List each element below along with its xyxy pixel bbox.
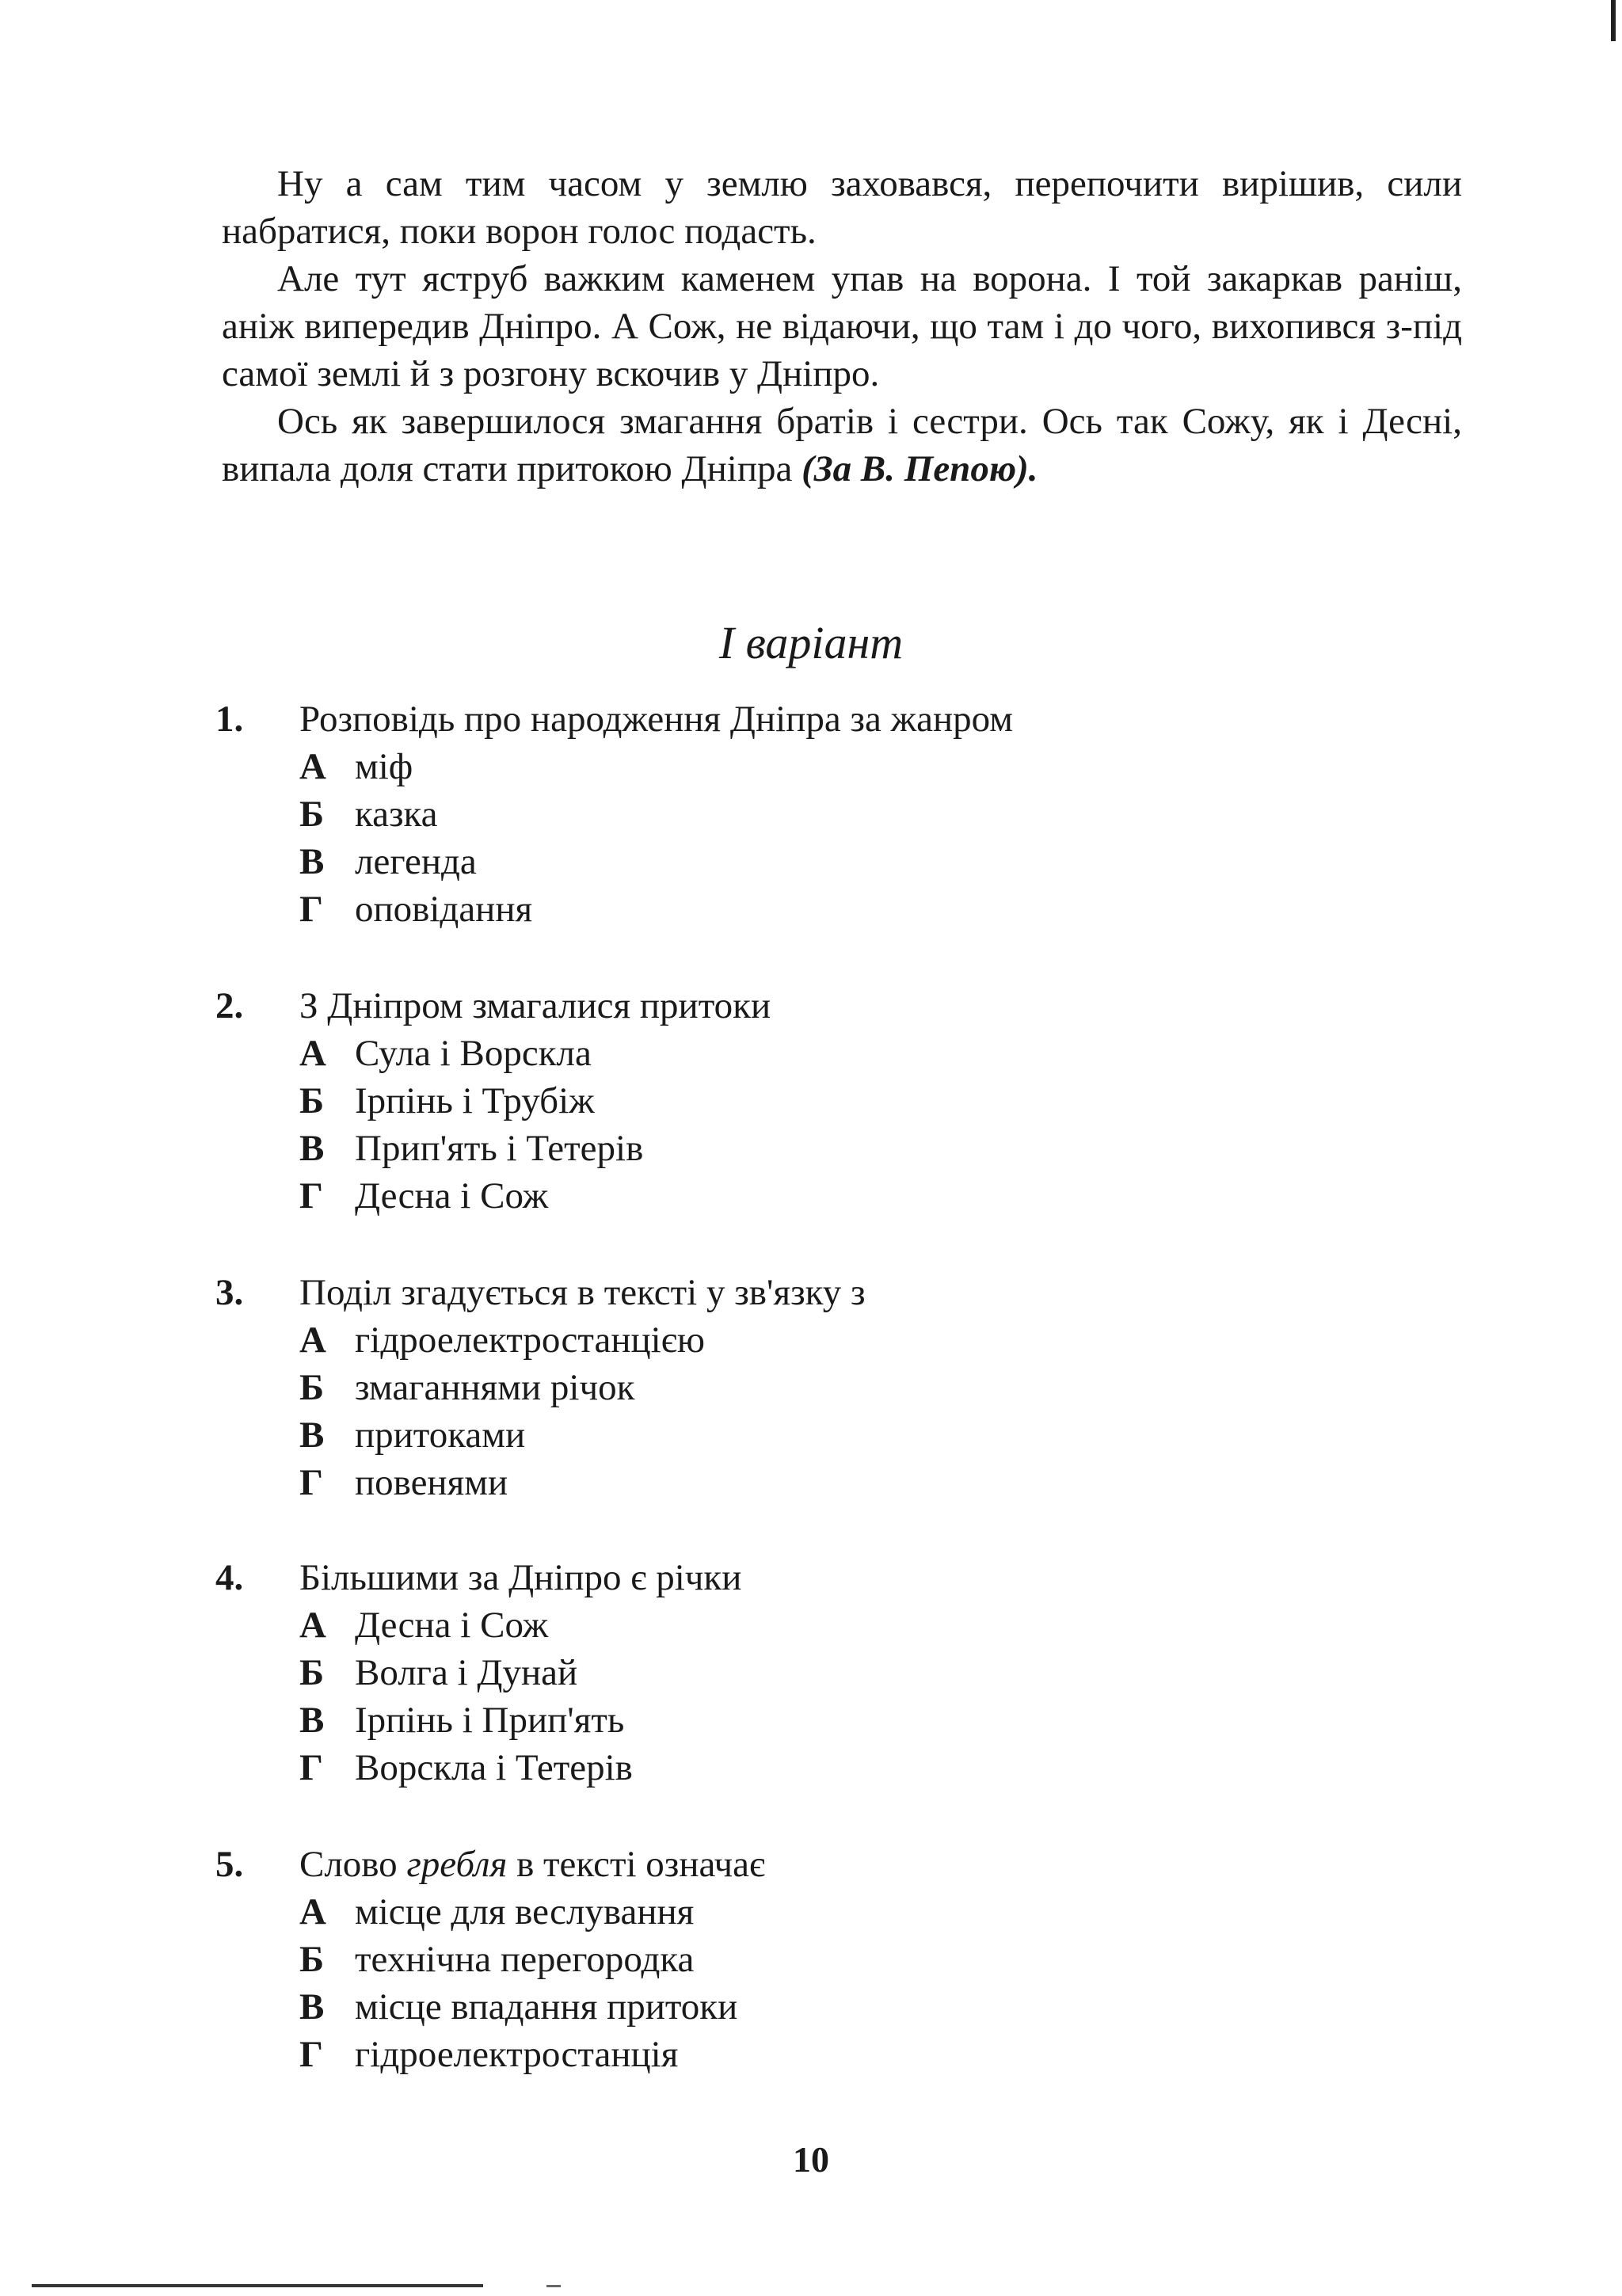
question-text xyxy=(299,1844,765,1885)
option-text: Волга і Дунай xyxy=(355,1652,578,1693)
option-text: притоками xyxy=(355,1415,526,1456)
answer-option-h xyxy=(299,1172,1483,1220)
answer-option-v xyxy=(299,1125,1483,1172)
story-excerpt xyxy=(222,160,1462,493)
answer-option-b xyxy=(299,1936,1483,1983)
question-stem xyxy=(215,1269,1483,1316)
answer-option-a xyxy=(299,1030,1483,1077)
answer-option-h xyxy=(299,2031,1483,2078)
scan-bottom-rule xyxy=(32,2284,483,2287)
answer-option-b xyxy=(299,1649,1483,1696)
option-letter: Б xyxy=(299,1939,325,1980)
answer-option-v xyxy=(299,838,1483,885)
question-text-after: в тексті означає xyxy=(507,1844,766,1885)
question-stem xyxy=(215,1841,1483,1888)
option-text: місце впадання притоки xyxy=(355,1986,738,2028)
question-2 xyxy=(215,982,1483,1220)
option-letter: Б xyxy=(299,1080,325,1121)
question-number: 2. xyxy=(215,985,244,1026)
scan-bottom-rule-fragment xyxy=(546,2285,561,2287)
option-letter: Г xyxy=(299,2034,323,2075)
answer-options xyxy=(299,1316,1483,1506)
answer-option-v xyxy=(299,1696,1483,1744)
option-text: місце для веслування xyxy=(355,1891,695,1932)
option-letter: Г xyxy=(299,889,323,930)
option-letter: А xyxy=(299,746,326,787)
option-text: Прип'ять і Тетерів xyxy=(355,1128,644,1169)
option-text: Ірпінь і Прип'ять xyxy=(355,1700,625,1741)
intro-paragraph-2: Але тут яструб важким каменем упав на ворона. І той закаркав раніш, аніж випередив Дніпро. А Сож, не відаючи, що там і до чого, вихопився з-під самої землі й з розгону вскочив у Дніпро. xyxy=(222,258,1462,394)
option-text: гідроелектростанцією xyxy=(355,1319,705,1361)
option-text: Десна і Сож xyxy=(355,1175,549,1217)
option-letter: Б xyxy=(299,1367,325,1408)
option-letter: А xyxy=(299,1319,326,1361)
option-text: гідроелектростанція xyxy=(355,2034,679,2075)
option-letter: Б xyxy=(299,1652,325,1693)
option-letter: В xyxy=(299,1415,325,1456)
answer-option-b xyxy=(299,1077,1483,1125)
question-4 xyxy=(215,1554,1483,1791)
answer-options xyxy=(299,743,1483,933)
answer-option-b xyxy=(299,790,1483,838)
page-number: 10 xyxy=(793,2139,829,2180)
option-letter: В xyxy=(299,1128,325,1169)
option-text: казка xyxy=(355,794,438,835)
answer-option-a xyxy=(299,743,1483,790)
question-5 xyxy=(215,1841,1483,2078)
option-text: Ірпінь і Трубіж xyxy=(355,1080,595,1121)
question-text-before: Слово xyxy=(299,1844,407,1885)
option-text: легенда xyxy=(355,841,477,882)
answer-option-h xyxy=(299,885,1483,933)
option-text: технічна перегородка xyxy=(355,1939,695,1980)
option-text: міф xyxy=(355,746,413,787)
answer-options xyxy=(299,1601,1483,1791)
question-stem xyxy=(215,1554,1483,1601)
option-text: оповідання xyxy=(355,889,533,930)
source-citation: (За В. Пепою). xyxy=(801,448,1038,489)
question-text: Розповідь про народження Дніпра за жанром xyxy=(299,699,1013,740)
option-letter: Б xyxy=(299,794,325,835)
option-letter: Г xyxy=(299,1462,323,1503)
answer-option-a xyxy=(299,1601,1483,1649)
option-letter: В xyxy=(299,841,325,882)
answer-option-v xyxy=(299,1983,1483,2031)
question-number: 5. xyxy=(215,1844,244,1885)
answer-option-v xyxy=(299,1411,1483,1459)
intro-paragraph-3 xyxy=(222,398,1462,493)
highlighted-word: гребля xyxy=(406,1844,508,1885)
option-letter: В xyxy=(299,1700,325,1741)
question-number: 3. xyxy=(215,1272,244,1313)
question-text: Поділ згадується в тексті у зв'язку з xyxy=(299,1272,866,1313)
option-text: Десна і Сож xyxy=(355,1605,549,1646)
option-letter: Г xyxy=(299,1747,323,1788)
question-stem xyxy=(215,695,1483,743)
answer-options xyxy=(299,1888,1483,2078)
question-text: Більшими за Дніпро є річки xyxy=(299,1557,742,1598)
variant-heading: I варіант xyxy=(718,617,904,668)
answer-option-h xyxy=(299,1459,1483,1506)
option-letter: А xyxy=(299,1891,326,1932)
option-letter: Г xyxy=(299,1175,323,1217)
option-text: повенями xyxy=(355,1462,508,1503)
intro-paragraph-1: Ну а сам тим часом у землю заховався, перепочити вирішив, сили набратися, поки ворон голос подасть. xyxy=(222,163,1462,252)
question-text: З Дніпром змагалися притоки xyxy=(299,985,771,1026)
answer-options xyxy=(299,1030,1483,1220)
answer-option-b xyxy=(299,1364,1483,1411)
option-text: змаганнями річок xyxy=(355,1367,635,1408)
intro-paragraph-3-text: Ось як завершилося змагання братів і сестри. Ось так Сожу, як і Десні, випала доля стати притокою Дніпра xyxy=(222,401,1462,489)
question-stem xyxy=(215,982,1483,1030)
question-number: 4. xyxy=(215,1557,244,1598)
answer-option-a xyxy=(299,1316,1483,1364)
answer-option-h xyxy=(299,1744,1483,1791)
scan-edge-mark xyxy=(1611,0,1616,41)
option-letter: А xyxy=(299,1605,326,1646)
option-letter: В xyxy=(299,1986,325,2028)
option-text: Ворскла і Тетерів xyxy=(355,1747,633,1788)
question-1 xyxy=(215,695,1483,933)
question-number: 1. xyxy=(215,699,244,740)
option-text: Сула і Ворскла xyxy=(355,1033,592,1074)
option-letter: А xyxy=(299,1033,326,1074)
answer-option-a xyxy=(299,1888,1483,1936)
question-3 xyxy=(215,1269,1483,1506)
